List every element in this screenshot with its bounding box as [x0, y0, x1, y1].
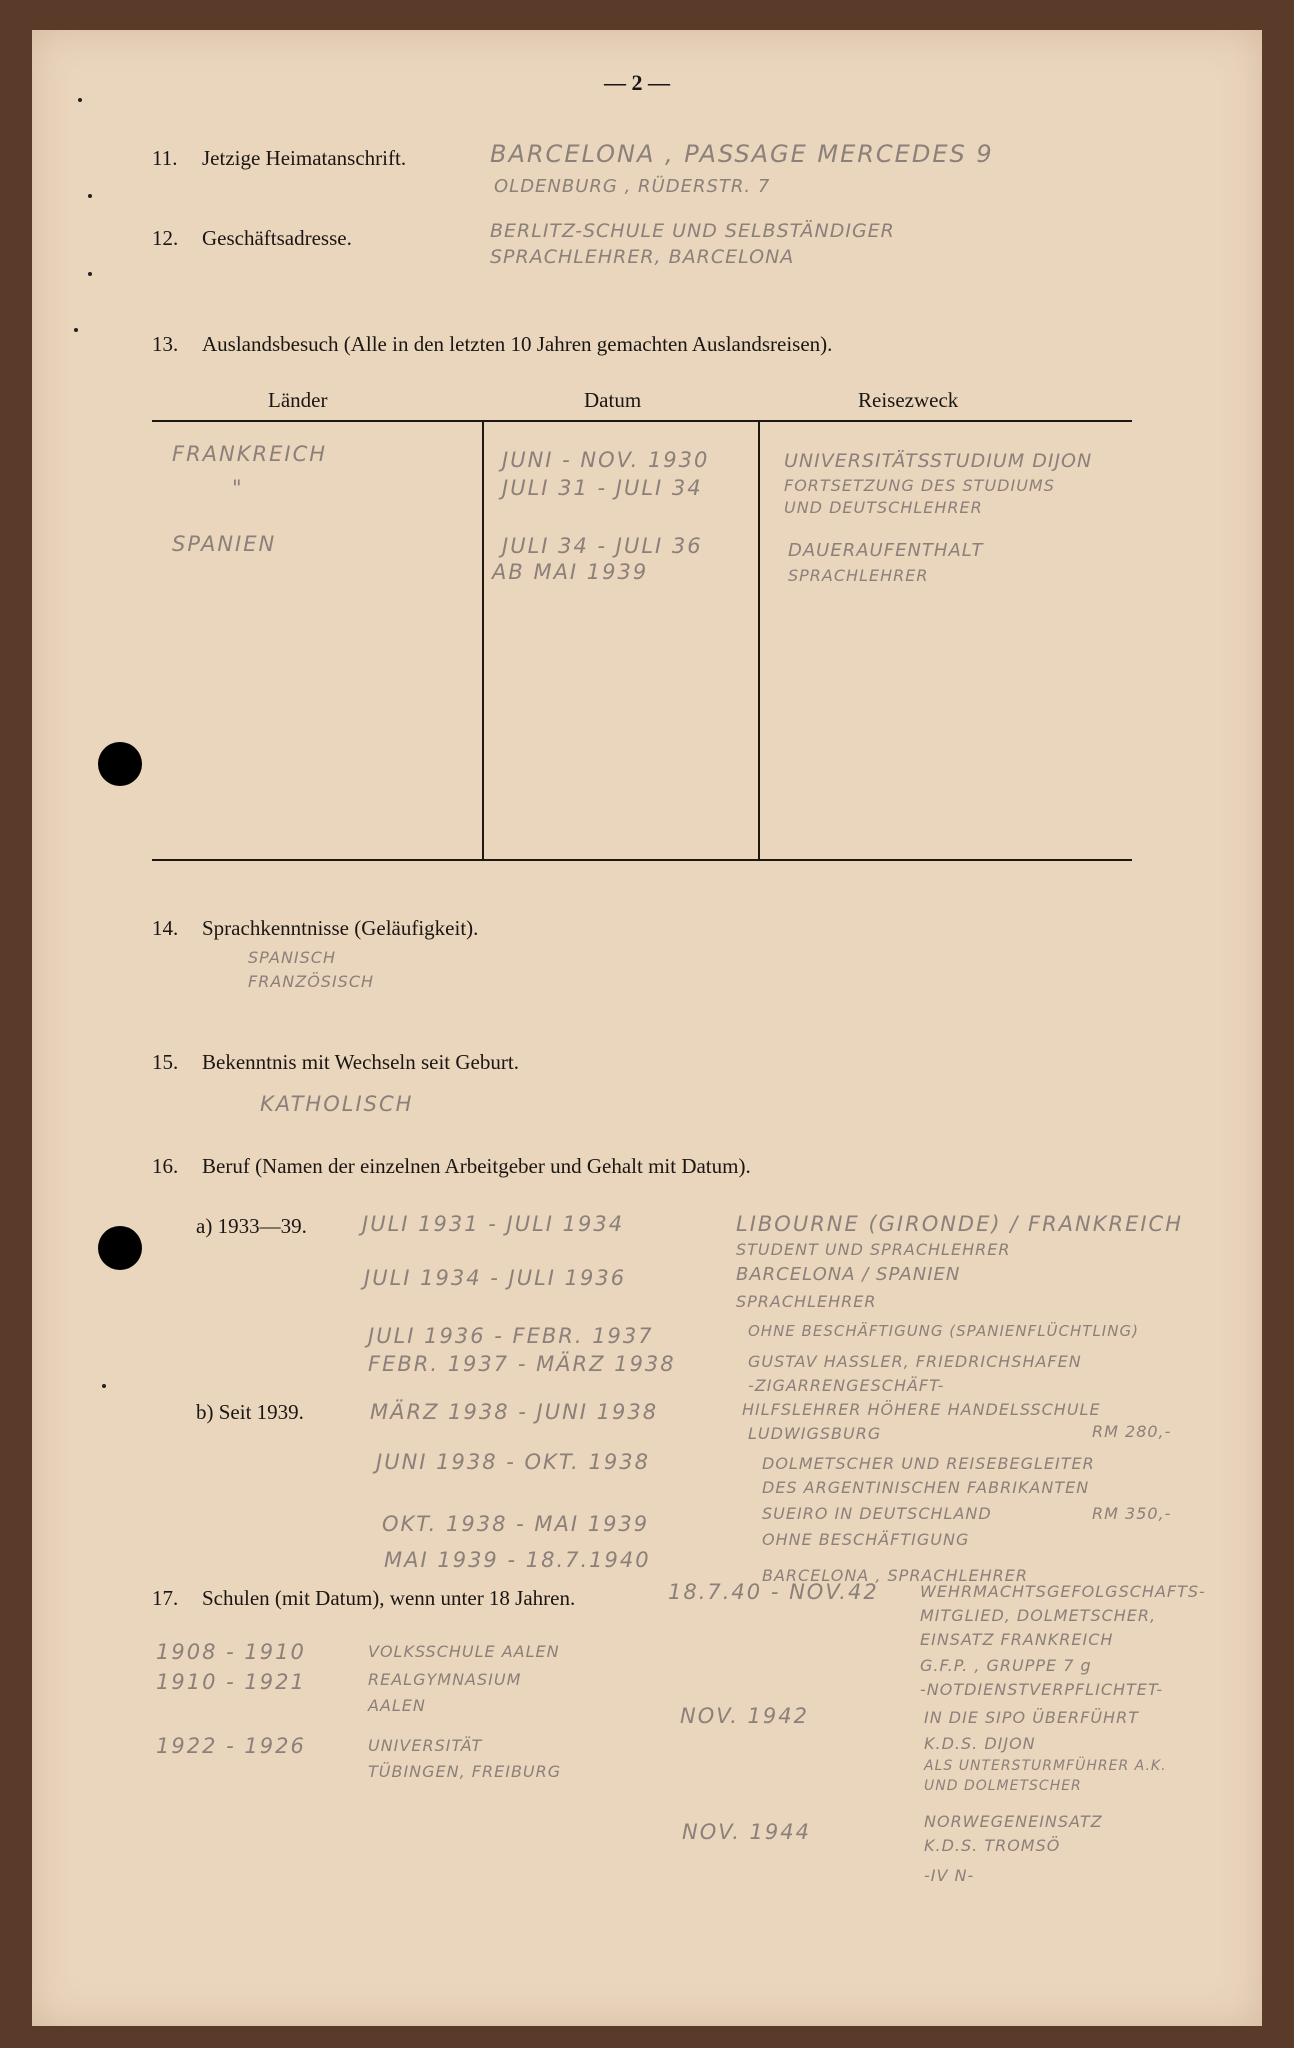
job-detail: WEHRMACHTSGEFOLGSCHAFTS-: [920, 1582, 1206, 1601]
reisezweck-entry: FORTSETZUNG DES STUDIUMS: [784, 476, 1055, 495]
school-name: TÜBINGEN, FREIBURG: [368, 1762, 562, 1781]
job-detail: -IV N-: [924, 1866, 975, 1885]
job-date: 18.7.40 - NOV.42: [668, 1580, 879, 1604]
q14-handwriting: FRANZÖSISCH: [248, 972, 375, 991]
q12-label: Geschäftsadresse.: [202, 226, 352, 250]
job-detail: LIBOURNE (GIRONDE) / FRANKREICH: [736, 1212, 1184, 1236]
school-date: 1908 - 1910: [156, 1640, 306, 1664]
school-name: REALGYMNASIUM: [368, 1670, 522, 1689]
school-name: AALEN: [368, 1696, 426, 1715]
reisezweck-entry: UNIVERSITÄTSSTUDIUM DIJON: [784, 450, 1093, 472]
table-header-laender: Länder: [268, 388, 328, 412]
punch-hole: [98, 742, 142, 786]
reisezweck-entry: SPRACHLEHRER: [788, 566, 929, 585]
job-detail: -NOTDIENSTVERPFLICHTET-: [920, 1680, 1164, 1699]
q17-label: Schulen (mit Datum), wenn unter 18 Jahren.: [202, 1586, 576, 1610]
job-date: JULI 1936 - FEBR. 1937: [368, 1324, 654, 1348]
job-date: MÄRZ 1938 - JUNI 1938: [370, 1400, 659, 1424]
reisezweck-entry: UND DEUTSCHLEHRER: [784, 498, 983, 517]
job-detail: SUEIRO IN DEUTSCHLAND: [762, 1504, 992, 1523]
job-detail: K.D.S. TROMSÖ: [924, 1836, 1061, 1855]
job-detail: HILFSLEHRER HÖHERE HANDELSSCHULE: [742, 1400, 1101, 1419]
school-date: 1922 - 1926: [156, 1734, 306, 1758]
q11-number: 11.: [152, 146, 178, 170]
job-detail: RM 350,-: [1092, 1504, 1172, 1523]
speck: [78, 98, 82, 102]
job-date: OKT. 1938 - MAI 1939: [382, 1512, 650, 1536]
q16-number: 16.: [152, 1154, 179, 1178]
job-detail: LUDWIGSBURG: [748, 1424, 882, 1443]
job-date: NOV. 1944: [682, 1820, 811, 1844]
job-detail: G.F.P. , GRUPPE 7 g: [920, 1656, 1092, 1675]
job-date: NOV. 1942: [680, 1704, 809, 1728]
q14-handwriting: SPANISCH: [248, 948, 336, 967]
speck: [88, 194, 92, 198]
q13-label: Auslandsbesuch (Alle in den letzten 10 Jahren gemachten Auslandsreisen).: [202, 332, 833, 356]
table-bottom-rule: [152, 859, 1132, 861]
q12-number: 12.: [152, 226, 179, 250]
table-column-divider-2: [758, 420, 760, 860]
job-detail: MITGLIED, DOLMETSCHER,: [920, 1606, 1157, 1625]
job-date: MAI 1939 - 18.7.1940: [384, 1548, 651, 1572]
job-detail: STUDENT UND SPRACHLEHRER: [736, 1240, 1011, 1259]
job-date: FEBR. 1937 - MÄRZ 1938: [368, 1352, 676, 1376]
job-detail: ALS UNTERSTURMFÜHRER A.K.: [924, 1758, 1167, 1774]
page-number: — 2 —: [604, 70, 670, 95]
laender-entry: FRANKREICH: [172, 442, 328, 466]
job-date: JULI 1931 - JULI 1934: [362, 1212, 625, 1236]
table-column-divider-1: [482, 420, 484, 860]
table-top-rule: [152, 420, 1132, 422]
table-header-datum: Datum: [584, 388, 642, 412]
q14-label: Sprachkenntnisse (Geläufigkeit).: [202, 916, 479, 940]
job-detail: GUSTAV HASSLER, FRIEDRICHSHAFEN: [748, 1352, 1082, 1371]
q13-number: 13.: [152, 332, 179, 356]
table-header-reisezweck: Reisezweck: [858, 388, 959, 412]
job-detail: OHNE BESCHÄFTIGUNG (SPANIENFLÜCHTLING): [748, 1322, 1139, 1340]
document-page: [32, 30, 1262, 2026]
reisezweck-entry: DAUERAUFENTHALT: [788, 540, 984, 561]
job-detail: -ZIGARRENGESCHÄFT-: [748, 1376, 945, 1395]
job-detail: K.D.S. DIJON: [924, 1734, 1036, 1753]
school-name: UNIVERSITÄT: [368, 1736, 483, 1755]
job-detail: IN DIE SIPO ÜBERFÜHRT: [924, 1708, 1139, 1727]
q11-label: Jetzige Heimatanschrift.: [202, 146, 407, 170]
q11-handwriting-line2: OLDENBURG , RÜDERSTR. 7: [494, 176, 771, 197]
job-detail: UND DOLMETSCHER: [924, 1778, 1082, 1794]
datum-entry: JULI 31 - JULI 34: [502, 476, 703, 500]
q12-handwriting-line1: BERLITZ-SCHULE UND SELBSTÄNDIGER: [490, 220, 895, 242]
job-detail: RM 280,-: [1092, 1422, 1172, 1441]
laender-entry: SPANIEN: [172, 532, 277, 556]
q16-a-label: a) 1933—39.: [196, 1214, 307, 1238]
job-detail: NORWEGENEINSATZ: [924, 1812, 1103, 1831]
q15-number: 15.: [152, 1050, 179, 1074]
datum-entry: AB MAI 1939: [492, 560, 649, 584]
laender-entry: ": [232, 476, 244, 500]
datum-entry: JUNI - NOV. 1930: [502, 448, 710, 472]
q12-handwriting-line2: SPRACHLEHRER, BARCELONA: [490, 246, 795, 268]
school-name: VOLKSSCHULE AALEN: [368, 1642, 560, 1661]
job-detail: BARCELONA , SPRACHLEHRER: [762, 1566, 1028, 1585]
school-date: 1910 - 1921: [156, 1670, 306, 1694]
q16-b-label: b) Seit 1939.: [196, 1400, 304, 1424]
q11-handwriting-line1: BARCELONA , PASSAGE MERCEDES 9: [490, 140, 994, 168]
q16-label: Beruf (Namen der einzelnen Arbeitgeber und Gehalt mit Datum).: [202, 1154, 751, 1178]
q15-label: Bekenntnis mit Wechseln seit Geburt.: [202, 1050, 519, 1074]
punch-hole: [98, 1226, 142, 1270]
q15-handwriting: KATHOLISCH: [260, 1092, 414, 1116]
job-detail: DOLMETSCHER UND REISEBEGLEITER: [762, 1454, 1095, 1473]
job-detail: OHNE BESCHÄFTIGUNG: [762, 1530, 970, 1549]
datum-entry: JULI 34 - JULI 36: [502, 534, 703, 558]
job-detail: SPRACHLEHRER: [736, 1292, 877, 1311]
job-detail: EINSATZ FRANKREICH: [920, 1630, 1114, 1649]
q17-number: 17.: [152, 1586, 179, 1610]
speck: [74, 328, 78, 332]
job-date: JUNI 1938 - OKT. 1938: [376, 1450, 650, 1474]
job-detail: DES ARGENTINISCHEN FABRIKANTEN: [762, 1478, 1090, 1497]
q14-number: 14.: [152, 916, 179, 940]
job-detail: BARCELONA / SPANIEN: [736, 1264, 961, 1285]
speck: [102, 1384, 106, 1388]
speck: [88, 272, 92, 276]
job-date: JULI 1934 - JULI 1936: [364, 1266, 627, 1290]
